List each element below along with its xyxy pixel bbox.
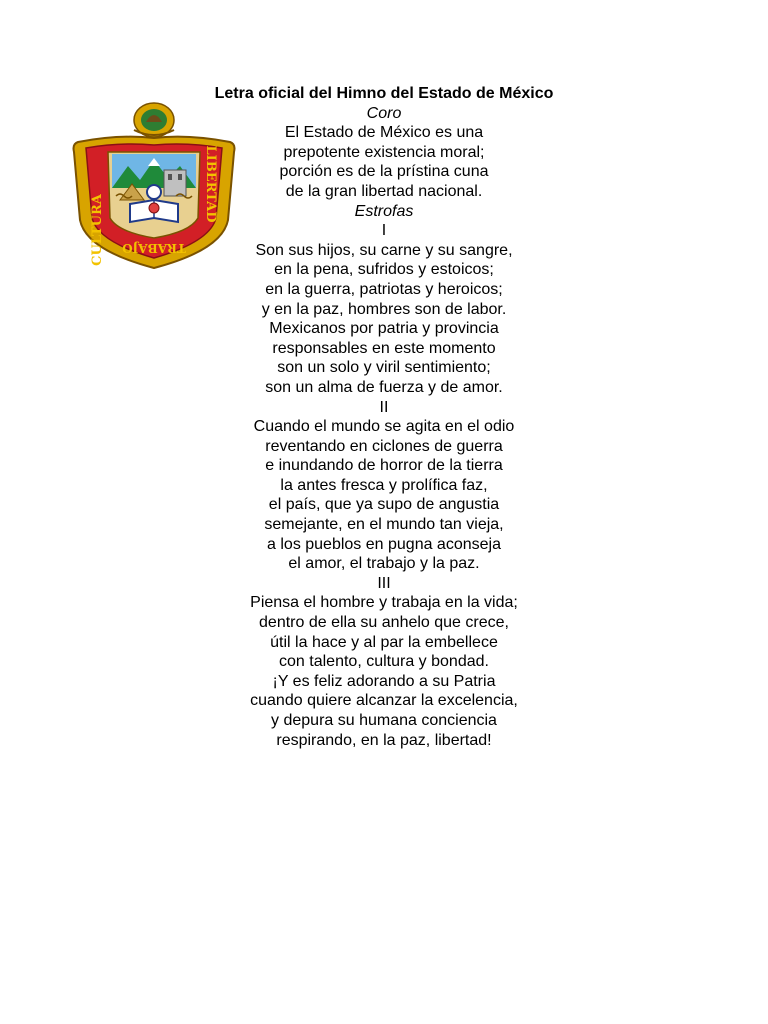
verse-line: dentro de ella su anhelo que crece, bbox=[259, 614, 509, 632]
verse-line: Son sus hijos, su carne y su sangre, bbox=[255, 241, 513, 259]
stanza-3 bbox=[184, 574, 584, 750]
verse-line: son un solo y viril sentimiento; bbox=[277, 359, 491, 377]
verse-line: a los pueblos en pugna aconseja bbox=[267, 535, 501, 553]
anthem-text bbox=[184, 84, 584, 750]
verse-line: la antes fresca y prolífica faz, bbox=[280, 476, 488, 494]
verse-line: Mexicanos por patria y provincia bbox=[269, 320, 499, 338]
verse-line: con talento, cultura y bondad. bbox=[279, 653, 489, 671]
verse-line: de la gran libertad nacional. bbox=[285, 182, 483, 200]
crest-word-bottom: TRABAJO bbox=[122, 241, 186, 255]
verse-line: El Estado de México es una bbox=[284, 124, 484, 142]
verse-line: el país, que ya supo de angustia bbox=[268, 496, 500, 514]
verse-line: en la pena, sufridos y estoicos; bbox=[274, 261, 494, 279]
crest-word-left: CULTURA bbox=[90, 194, 105, 266]
estrofas-label: Estrofas bbox=[354, 202, 414, 220]
verse-line: cuando quiere alcanzar la excelencia, bbox=[250, 692, 518, 710]
verse-line: reventando en ciclones de guerra bbox=[265, 437, 503, 455]
document-title: Letra oficial del Himno del Estado de México bbox=[214, 85, 554, 102]
stanza-numeral: III bbox=[377, 574, 391, 592]
verse-line: semejante, en el mundo tan vieja, bbox=[264, 516, 504, 534]
verse-line: el amor, el trabajo y la paz. bbox=[288, 555, 480, 573]
stanza-2 bbox=[184, 398, 584, 574]
verse-line: Piensa el hombre y trabaja en la vida; bbox=[250, 594, 518, 612]
verse-line: porción es de la prístina cuna bbox=[279, 163, 489, 181]
verse-line: y en la paz, hombres son de labor. bbox=[261, 300, 507, 318]
verse-line: son un alma de fuerza y de amor. bbox=[265, 378, 503, 396]
stanza-numeral: I bbox=[381, 222, 387, 240]
coro-label: Coro bbox=[366, 104, 402, 122]
stanza-numeral: II bbox=[379, 398, 389, 416]
coro-lines bbox=[184, 123, 584, 201]
verse-line: y depura su humana conciencia bbox=[271, 712, 497, 729]
verse-line: en la guerra, patriotas y heroicos; bbox=[265, 280, 503, 298]
verse-line: prepotente existencia moral; bbox=[283, 143, 485, 161]
verse-line: Cuando el mundo se agita en el odio bbox=[253, 418, 515, 436]
stanza-1 bbox=[184, 221, 584, 397]
verse-line: e inundando de horror de la tierra bbox=[265, 457, 503, 475]
verse-line: respirando, en la paz, libertad! bbox=[276, 731, 492, 749]
verse-line: ¡Y es feliz adorando a su Patria bbox=[272, 672, 496, 690]
verse-line: responsables en este momento bbox=[272, 339, 496, 357]
verse-line: útil la hace y al par la embellece bbox=[270, 633, 498, 651]
eagle-emblem-icon bbox=[134, 103, 174, 137]
crest-word-right: LIBERTAD bbox=[203, 145, 218, 223]
